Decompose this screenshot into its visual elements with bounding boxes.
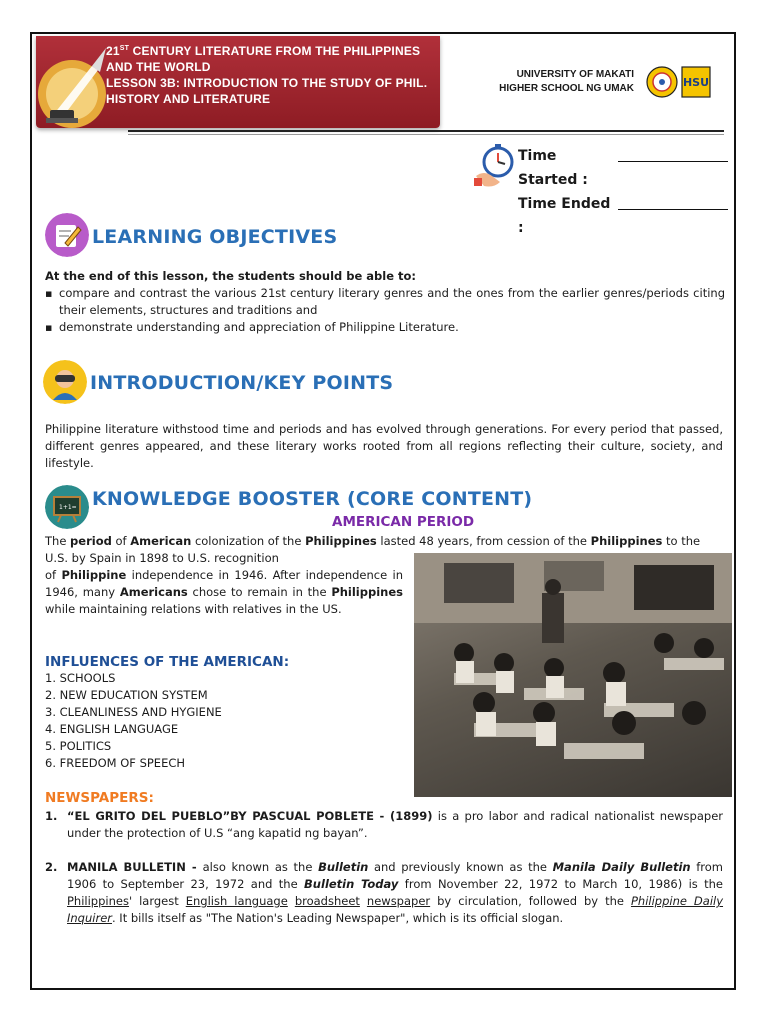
newspaper-item-1: 1. “EL GRITO DEL PUEBLO”BY PASCUAL POBLETE - (1899) is a pro labor and radical nationalist newspaper under the protection of U.S “ang kapatid ng bayan”. [45,809,723,840]
booster-title: KNOWLEDGE BOOSTER (CORE CONTENT) [92,488,533,510]
header-divider [128,130,724,132]
influence-item: 6. FREEDOM OF SPEECH [45,756,186,770]
header-banner [36,36,440,128]
american-period-para: U.S. by Spain in 1898 to U.S. recognition of Philippine independence in 1946. After independence in 1946, many Americans chose to remain in the Philippines while maintaining relations with relatives in the US. [45,551,403,616]
time-record [518,144,728,240]
objectives-list [45,285,725,336]
newspapers-list [45,808,723,927]
stopwatch-hand-icon [474,142,518,188]
introduction-text: Philippine literature withstood time and periods and has evolved through generations. For every period that passed, different genres appeared, and these literary works rooted from all regions reflecting their culture, society, and lifestyle. [45,422,723,470]
influence-item: 1. SCHOOLS [45,671,116,685]
objectives-body [45,268,725,336]
vr-student-icon [43,360,87,404]
school-logos [646,64,712,100]
influences-list [45,670,222,772]
svg-text:1+1=: 1+1= [59,504,77,511]
influence-item: 4. ENGLISH LANGUAGE [45,722,179,736]
link-philippine-daily-inquirer[interactable]: Philippine Daily Inquirer [67,894,724,925]
period-title: AMERICAN PERIOD [332,514,475,530]
classroom-scene-image [414,553,732,797]
influences-title: INFLUENCES OF THE AMERICAN: [45,654,290,670]
link-english-language[interactable]: English language [185,894,288,908]
objective-item-1: ▪ compare and contrast the various 21st century literary genres and the ones from the earlier genres/periods citing their elements, structures and traditions and [45,285,725,319]
influence-item: 2. NEW EDUCATION SYSTEM [45,688,208,702]
link-newspaper[interactable]: newspaper [366,894,431,908]
time-ended-blank[interactable] [618,192,728,210]
chalkboard-icon [45,485,89,529]
university-name: UNIVERSITY OF MAKATI HIGHER SCHOOL NG UMAK [499,69,634,94]
influence-item: 5. POLITICS [45,739,112,753]
objectives-intro: At the end of this lesson, the students should be able to: [45,269,417,283]
link-philippines[interactable]: Philippines [67,894,129,908]
time-started-label: Time Started : [518,148,588,188]
header-divider-thin [128,134,724,135]
time-ended-label: Time Ended : [518,196,611,236]
svg-text:HSU: HSU [682,76,710,89]
newspaper-item-2: 2. MANILA BULLETIN - also known as the Bulletin and previously known as the Manila Daily Bulletin from 1906 to September 23, 1972 and the Bulletin Today from November 22, 1972 to March 10, 1986) is the Philippines' largest English language broadsheet newspaper by circulation, followed by the Philippine Daily Inquirer. It bills itself as "The Nation's Leading Newspaper", which is its official slogan. [45,860,724,925]
classroom-photo [414,553,732,797]
time-started-blank[interactable] [618,144,728,162]
objective-item-2: ▪ demonstrate understanding and appreciation of Philippine Literature. [45,319,725,336]
introduction-title: INTRODUCTION/KEY POINTS [90,372,394,394]
time-started-row [518,144,728,192]
pencil-note-icon [45,213,89,257]
influence-item: 3. CLEANLINESS AND HYGIENE [45,705,222,719]
newspapers-title: NEWSPAPERS: [45,790,154,806]
university-seal-icon [646,64,712,100]
american-period-line1: The period of American colonization of the Philippines lasted 48 years, from cession of the Philippines to the [45,534,701,548]
time-ended-row [518,192,728,240]
course-title: 21ST CENTURY LITERATURE FROM THE PHILIPPINES AND THE WORLD LESSON 3B: INTRODUCTION TO THE STUDY OF PHIL. HISTORY AND LITERATURE [106,44,428,106]
objectives-title: LEARNING OBJECTIVES [92,226,338,248]
link-broadsheet[interactable]: broadsheet [294,894,360,908]
